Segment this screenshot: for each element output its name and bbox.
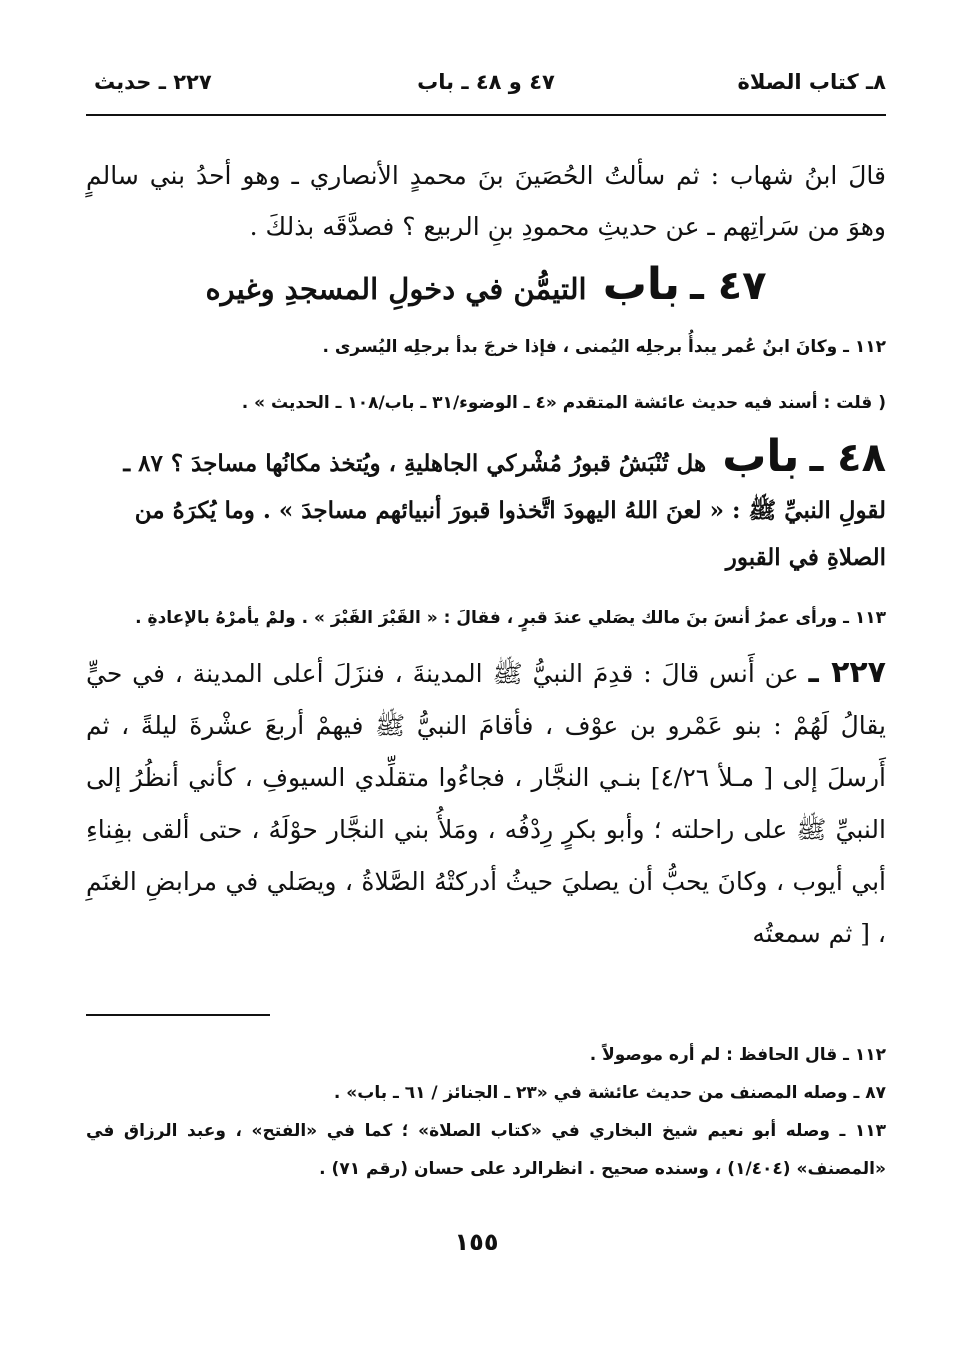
header-hadith-ref: ٢٢٧ ـ حديث [94,70,212,94]
hadith-227 [86,647,886,960]
chapter-47-heading [86,259,886,310]
hadith-227-number: ٢٢٧ ـ [808,655,886,690]
athar-112: ١١٢ ـ وكانَ ابنُ عُمر يبدأُ برجلِه اليُمنى ، فإذا خرجَ بدأ برجلِه اليُسرى . [322,337,886,357]
chapter-48-number: ٤٨ ـ [809,435,886,481]
chapter-48-heading [86,431,886,581]
header-divider [86,114,886,116]
chapter-47-title: التيمُّن في دخولِ المسجدِ وغيره [205,272,587,306]
qultu-note: ( قلت : أسند فيه حديث عائشة المتقدم «٤ ـ الوضوء/٣١ ـ باب/١٠٨ ـ الحديث » . [241,393,886,413]
footnote-112: ١١٢ ـ قال الحافظ : لم أره موصولاً . [589,1045,886,1065]
athar-113: ١١٣ ـ ورأى عمرُ أنسَ بنَ مالك يصَلي عندَ قبرٍ ، فقالَ : « القَبْرَ القَبْرَ » . ولمْ يأمرْهُ بالإعادةِ . [135,608,886,628]
footnote-87: ٨٧ ـ وصله المصنف من حديث عائشة في «٢٣ ـ الجنائز / ٦١ ـ باب» . [333,1083,886,1103]
header-book-title: ٨ـ كتاب الصلاة [737,70,886,94]
header-chapters: ٤٧ و ٤٨ ـ باب [417,70,555,94]
hadith-227-text: عن أَنس قالَ : قدِمَ النبيُّ ﷺ المدينةَ ، فنزَلَ أعلى المدينة ، في حيٍّ يقالُ لَهُمْ : بنو عَمْرو بن عوْف ، فأقامَ النبيُّ ﷺ فيهمْ أربعَ عشْرةَ ليلةً ، ثم أَرسلَ إلى [ مـلأ ٤/٢٦] بنـي النجَّار ، فجاءُوا متقلِّدي السيوفِ ، كأني أنظُرُ إلى النبيِّ ﷺ على راحلته ؛ وأبو بكرٍ رِدْفُه ، ومَلأُ بني النجَّار حوْلَهُ ، حتى ألقى بفِناءِ أبي أيوب ، وكانَ يحبُّ أن يصليَ حيثُ أدركتْهُ الصَّلاةُ ، ويصَلي في مرابضِ الغنَمِ ، [ ثم سمعتُه [86,659,886,948]
running-header [86,58,886,104]
footnote-divider [86,1014,270,1016]
footnotes [86,1036,886,1188]
chapter-48-title: هل تُنْبَشُ قبورُ مُشْركي الجاهليةِ ، ويُتخذ مكانُها مساجدَ ؟ ٨٧ ـ لقولِ النبيِّ ﷺ : « لعنَ اللهُ اليهودَ اتَّخذوا قبورَ أنبيائهم مساجدَ » . وما يُكرَهُ من الصلاةِ في القبور [123,450,886,571]
page-body [86,58,886,1188]
chapter-47-word: باب [602,259,680,310]
footnote-113: ١١٣ ـ وصله أبو نعيم شيخ البخاري في «كتاب الصلاة» ؛ كما في «الفتح» ، وعبد الرزاق في «المصنف» (١/٤٠٤) ، وسنده صحيح . انظرالرد على حسان (رقم ٧١) . [86,1121,886,1179]
chapter-48-word: باب [722,431,800,482]
opening-paragraph: قالَ ابنُ شهاب : ثم سألتُ الحُصَينَ بنَ محمدٍ الأنصاري ـ وهو أحدُ بني سالمٍ وهوَ من سَراتِهم ـ عن حديثِ محمودِ بنِ الربيع ؟ فصدَّقَه بذلكَ . [86,161,886,241]
chapter-47-number: ٤٧ ـ [690,263,767,309]
page-number: ١٥٥ [454,1228,499,1256]
